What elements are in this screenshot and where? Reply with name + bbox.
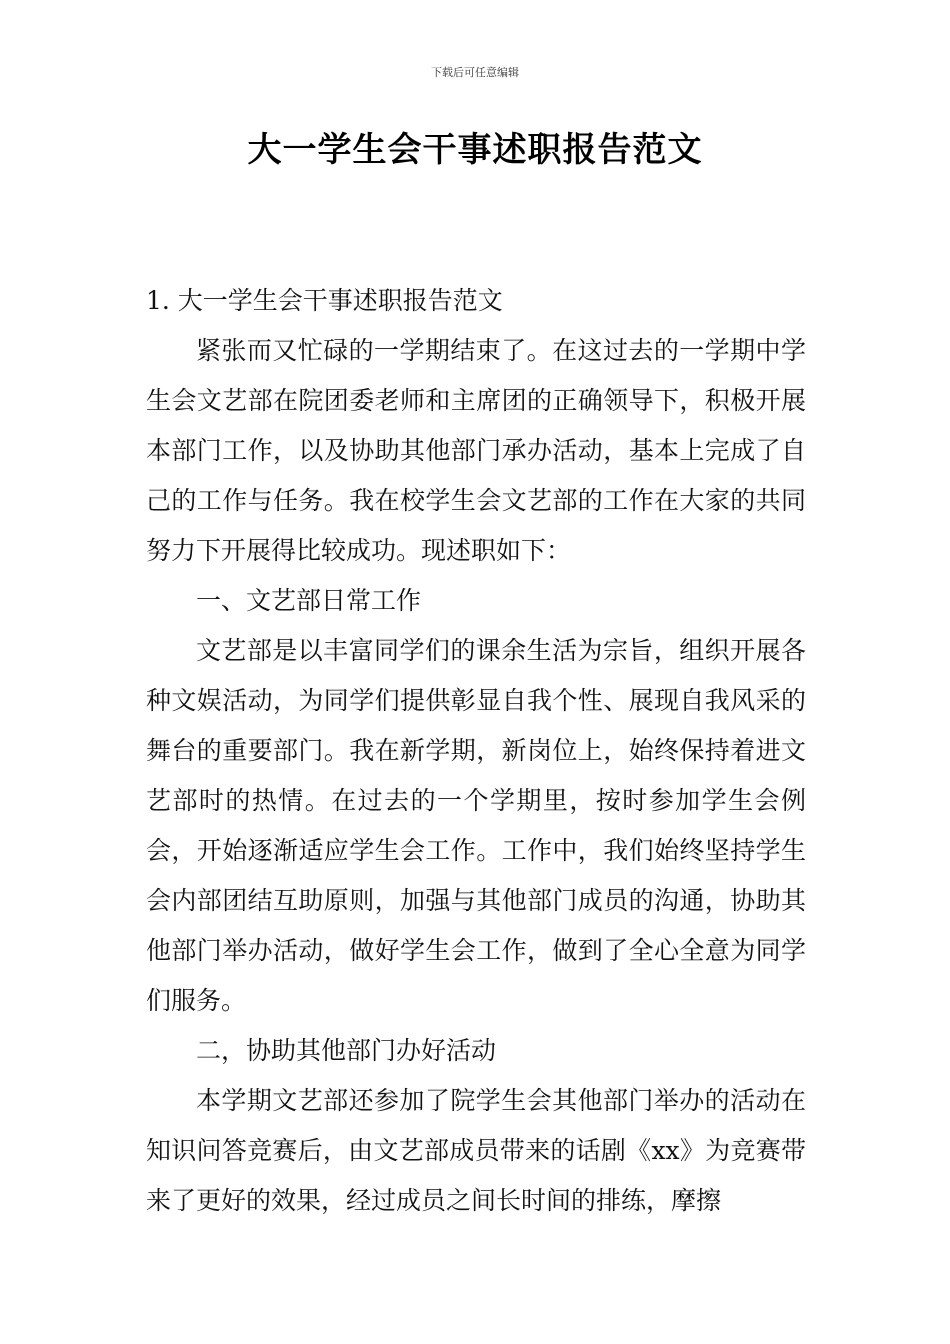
section-title: 1. 大一学生会干事述职报告范文 <box>146 286 503 315</box>
document-title: 大一学生会干事述职报告范文 <box>247 130 703 170</box>
subheading-daily-work: 一、文艺部日常工作 <box>196 586 422 615</box>
subheading-assist-activities: 二，协助其他部门办好活动 <box>196 1036 497 1065</box>
paragraph-intro: 紧张而又忙碌的一学期结束了。在这过去的一学期中学生会文艺部在院团委老师和主席团的正确领导下，积极开展本部门工作，以及协助其他部门承办活动，基本上完成了自己的工作与任务。我在校学生会文艺部的工作在大家的共同努力下开展得比较成功。现述职如下： <box>146 336 806 565</box>
document-body <box>146 276 806 1226</box>
paragraph-daily-work: 文艺部是以丰富同学们的课余生活为宗旨，组织开展各种文娱活动，为同学们提供彰显自我个性、展现自我风采的舞台的重要部门。我在新学期，新岗位上，始终保持着进文艺部时的热情。在过去的一个学期里，按时参加学生会例会，开始逐渐适应学生会工作。工作中，我们始终坚持学生会内部团结互助原则，加强与其他部门成员的沟通，协助其他部门举办活动，做好学生会工作，做到了全心全意为同学们服务。 <box>146 636 806 1015</box>
header-note: 下载后可任意编辑 <box>431 66 519 79</box>
paragraph-assist-activities: 本学期文艺部还参加了院学生会其他部门举办的活动在知识问答竞赛后，由文艺部成员带来的话剧《xx》为竞赛带来了更好的效果，经过成员之间长时间的排练，摩擦 <box>146 1086 806 1215</box>
